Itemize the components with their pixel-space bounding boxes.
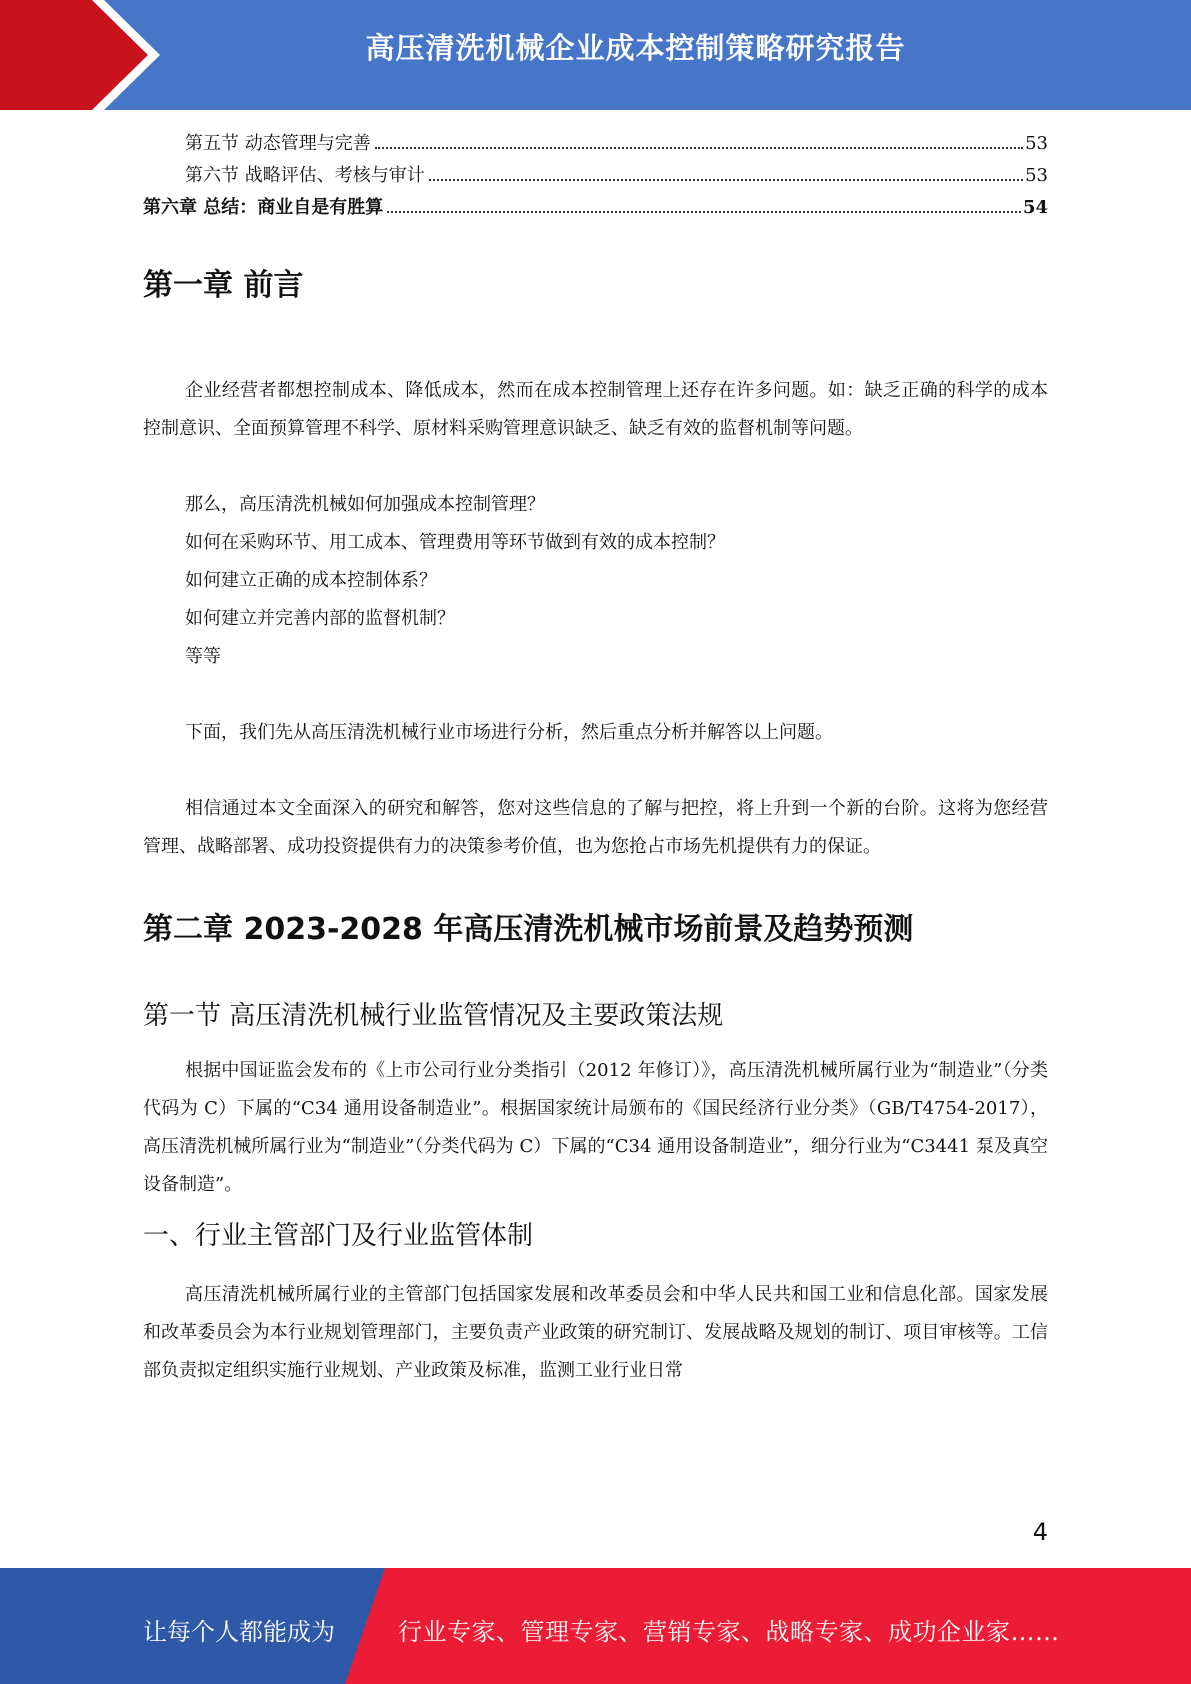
toc-entry-title: 第六节 战略评估、考核与审计 bbox=[185, 165, 425, 186]
page-footer bbox=[0, 1568, 1191, 1684]
question-line: 等等 bbox=[185, 646, 221, 667]
chapter-1-heading: 第一章 前言 bbox=[143, 268, 304, 303]
chapter-2-heading: 第二章 2023-2028 年高压清洗机械市场前景及趋势预测 bbox=[143, 912, 914, 947]
toc-entry[interactable] bbox=[143, 160, 1048, 192]
toc-leader-dots bbox=[429, 179, 1023, 181]
question-line: 如何建立并完善内部的监督机制？ bbox=[185, 608, 455, 629]
toc-entry-title: 第六章 总结：商业自是有胜算 bbox=[143, 197, 384, 218]
footer-slogan-right: 行业专家、管理专家、营销专家、战略专家、成功企业家…… bbox=[398, 1618, 1060, 1646]
paragraph: 企业经营者都想控制成本、降低成本，然而在成本控制管理上还存在许多问题。如：缺乏正确的科学的成本控制意识、全面预算管理不科学、原材料采购管理意识缺乏、缺乏有效的监督机制等问题。 bbox=[143, 380, 1048, 439]
section-heading: 第一节 高压清洗机械行业监管情况及主要政策法规 bbox=[143, 1001, 724, 1031]
toc-entry-page: 53 bbox=[1025, 165, 1048, 186]
toc-leader-dots bbox=[375, 147, 1023, 149]
paragraph: 根据中国证监会发布的《上市公司行业分类指引（2012 年修订）》，高压清洗机械所属行业为“制造业”（分类代码为 C）下属的“C34 通用设备制造业”。根据国家统计局颁布的《国民经济行业分类》（GB/T4754-2017），高压清洗机械所属行业为“制造业”（分类代码为 C）下属的“C34 通用设备制造业”，细分行业为“C3441 泵及真空设备制造”。 bbox=[143, 1060, 1048, 1195]
document-title: 高压清洗机械企业成本控制策略研究报告 bbox=[365, 31, 906, 65]
toc-entry-title: 第五节 动态管理与完善 bbox=[185, 133, 371, 154]
paragraph: 高压清洗机械所属行业的主管部门包括国家发展和改革委员会和中华人民共和国工业和信息化部。国家发展和改革委员会为本行业规划管理部门，主要负责产业政策的研究制订、发展战略及规划的制订、项目审核等。工信部负责拟定组织实施行业规划、产业政策及标准，监测工业行业日常 bbox=[143, 1284, 1048, 1381]
page-number: 4 bbox=[1032, 1518, 1048, 1546]
footer-slogan-left: 让每个人都能成为 bbox=[143, 1618, 335, 1646]
page-header bbox=[0, 0, 1191, 110]
paragraph: 相信通过本文全面深入的研究和解答，您对这些信息的了解与把控，将上升到一个新的台阶。这将为您经营管理、战略部署、成功投资提供有力的决策参考价值，也为您抢占市场先机提供有力的保证。 bbox=[143, 798, 1048, 857]
subsection-heading: 一、行业主管部门及行业监管体制 bbox=[143, 1221, 534, 1251]
question-line: 如何在采购环节、用工成本、管理费用等环节做到有效的成本控制？ bbox=[185, 532, 725, 553]
toc-entry[interactable] bbox=[143, 128, 1048, 160]
header-red-arrow-decoration bbox=[0, 0, 160, 110]
toc-entry[interactable] bbox=[143, 192, 1048, 224]
paragraph: 下面，我们先从高压清洗机械行业市场进行分析，然后重点分析并解答以上问题。 bbox=[185, 722, 833, 743]
table-of-contents bbox=[143, 128, 1048, 224]
document-body bbox=[143, 258, 1048, 1390]
toc-leader-dots bbox=[387, 211, 1021, 213]
toc-entry-page: 54 bbox=[1022, 197, 1048, 218]
question-line: 那么，高压清洗机械如何加强成本控制管理？ bbox=[185, 494, 545, 515]
question-line: 如何建立正确的成本控制体系？ bbox=[185, 570, 437, 591]
toc-entry-page: 53 bbox=[1025, 133, 1048, 154]
